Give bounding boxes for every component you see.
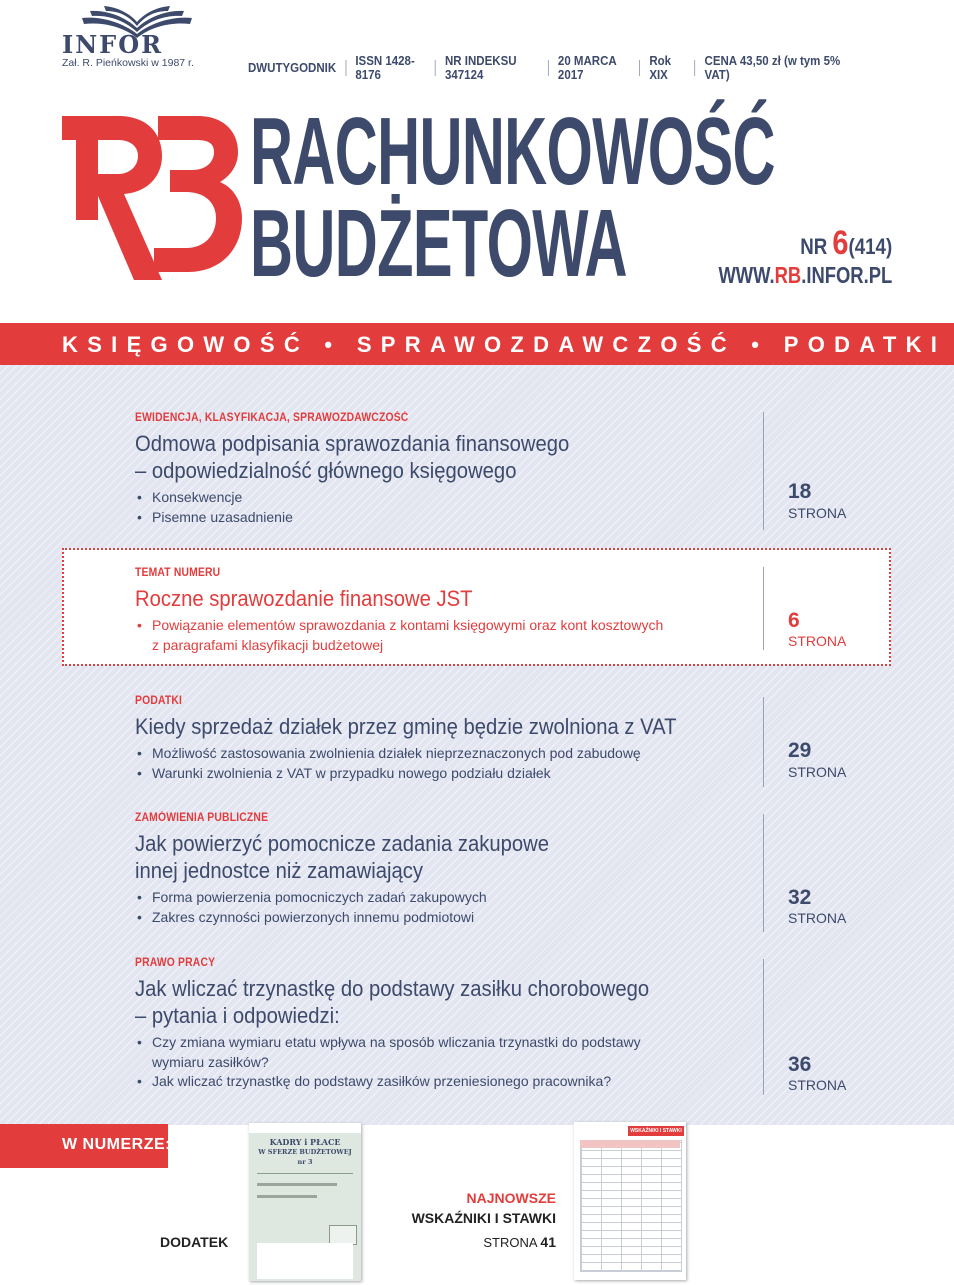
- headline-line: Roczne sprawozdanie finansowe JST: [135, 586, 473, 611]
- rates-thumb-header: WSKAŹNIKI I STAWKI: [628, 1126, 684, 1136]
- bullet-item: • Warunki zwolnienia z VAT w przypadku nowego podziału działek: [135, 764, 775, 784]
- meta-frequency: DWUTYGODNIK: [248, 61, 337, 75]
- site-pre: WWW.: [718, 262, 775, 288]
- site-post: .INFOR.PL: [801, 262, 892, 288]
- article-headline: [135, 430, 724, 484]
- thumb-footer-panel: [257, 1243, 353, 1279]
- thumb-laptop-icon: [329, 1225, 357, 1245]
- issue-prefix: NR: [800, 234, 833, 259]
- bullet-item: • Możliwość zastosowania zwolnienia działek nieprzeznaczonych pod zabudowę: [135, 744, 775, 764]
- page-number: 29: [788, 739, 812, 762]
- article-headline: [135, 830, 724, 884]
- page-reference: [763, 412, 908, 530]
- article-category: EWIDENCJA, KLASYFIKACJA, SPRAWOZDAWCZOŚĆ: [135, 412, 409, 424]
- bullet-item: • Czy zmiana wymiaru etatu wpływa na sposób wliczania trzynastki do podstawy: [135, 1033, 775, 1053]
- topic-band-text: KSIĘGOWOŚĆ • SPRAWOZDAWCZOŚĆ • PODATKI: [62, 332, 947, 357]
- infor-logo-text: INFOR: [62, 30, 164, 59]
- bullet-continuation: z paragrafami klasyfikacji budżetowej: [152, 636, 384, 653]
- latest-label: NAJNOWSZE: [466, 1190, 556, 1206]
- headline-line: Jak powierzyć pomocnicze zadania zakupowe: [135, 831, 550, 856]
- supplement-title-line1: KADRY i PŁACE: [269, 1137, 341, 1147]
- page-label: STRONA: [788, 764, 847, 780]
- bullet-item: • Zakres czynności powierzonych innemu podmiotowi: [135, 908, 775, 928]
- meta-date: 20 MARCA 2017: [557, 54, 617, 82]
- meta-issn: ISSN 1428-8176: [355, 54, 415, 82]
- headline-line: – pytania i odpowiedzi:: [135, 1003, 340, 1028]
- article-headline: [135, 975, 724, 1029]
- rates-thumb-table: [580, 1140, 682, 1272]
- page-label: STRONA: [788, 633, 847, 649]
- article-bullets: [135, 616, 775, 655]
- infor-subtitle: Zał. R. Pieńkowski w 1987 r.: [62, 57, 194, 69]
- page-reference: [763, 959, 908, 1095]
- article-section[interactable]: [135, 695, 775, 783]
- in-this-issue-label: W NUMERZE:: [62, 1136, 171, 1153]
- article-bullets: [135, 1033, 775, 1092]
- thumb-line: [257, 1195, 317, 1198]
- bullet-item: • Pisemne uzasadnienie: [135, 508, 775, 528]
- article-section[interactable]: [135, 412, 775, 527]
- bullet-continuation: wymiaru zasiłków?: [152, 1053, 269, 1070]
- site-rb: RB: [774, 262, 802, 288]
- website-url[interactable]: [718, 262, 892, 289]
- supplement-label: DODATEK: [160, 1234, 229, 1250]
- article-category: TEMAT NUMERU: [135, 567, 221, 579]
- issue-total: (414): [848, 234, 892, 259]
- headline-line: innej jednostce niż zamawiający: [135, 858, 424, 883]
- page-number: 36: [788, 1053, 812, 1076]
- headline-line: Odmowa podpisania sprawozdania finansowego: [135, 431, 570, 456]
- meta-index: NR INDEKSU 347124: [444, 54, 517, 82]
- page-reference: [763, 567, 908, 650]
- supplement-title-line2: W SFERZE BUDŻETOWEJ nr 3: [258, 1148, 352, 1166]
- article-bullets: [135, 744, 775, 783]
- article-headline: [135, 713, 724, 740]
- magazine-title-line2: BUDŻETOWA: [250, 190, 627, 297]
- rates-page-number: 41: [540, 1234, 556, 1250]
- issue-meta-line: [248, 54, 840, 82]
- headline-line: Jak wliczać trzynastkę do podstawy zasiłku chorobowego: [135, 976, 650, 1001]
- rates-table-thumbnail[interactable]: [574, 1122, 686, 1280]
- article-bullets: [135, 488, 775, 527]
- page-number: 18: [788, 480, 812, 503]
- page-label: STRONA: [788, 1077, 847, 1093]
- bullet-item: • Konsekwencje: [135, 488, 775, 508]
- issue-number-big: 6: [832, 224, 849, 262]
- article-category: PODATKI: [135, 695, 183, 707]
- meta-price: CENA 43,50 zł (w tym 5% VAT): [704, 54, 841, 82]
- featured-article-section[interactable]: [135, 567, 775, 655]
- rates-label: WSKAŹNIKI I STAWKI: [411, 1210, 556, 1226]
- page-label: STRONA: [788, 505, 847, 521]
- rb-logo-icon: [58, 112, 244, 284]
- article-section[interactable]: [135, 957, 775, 1092]
- thumb-line: [257, 1183, 337, 1186]
- page-number: 6: [788, 609, 800, 632]
- rates-page-label: STRONA: [483, 1235, 541, 1250]
- article-bullets: [135, 888, 775, 927]
- article-category: ZAMÓWIENIA PUBLICZNE: [135, 812, 269, 824]
- magazine-title-line1: RACHUNKOWOŚĆ: [250, 98, 775, 205]
- article-category: PRAWO PRACY: [135, 957, 216, 969]
- thumb-header-strip: [249, 1123, 361, 1133]
- supplement-cover-thumbnail[interactable]: [249, 1123, 361, 1281]
- article-headline: [135, 585, 724, 612]
- headline-line: Kiedy sprzedaż działek przez gminę będzie zwolniona z VAT: [135, 714, 677, 739]
- page-reference: [763, 814, 908, 932]
- page-reference: [763, 697, 908, 787]
- headline-line: – odpowiedzialność głównego księgowego: [135, 458, 517, 483]
- article-section[interactable]: [135, 812, 775, 927]
- rates-thumb-table-header: [580, 1140, 680, 1148]
- meta-year: Rok XIX: [649, 54, 672, 82]
- page-label: STRONA: [788, 910, 847, 926]
- rates-page-reference: [380, 1234, 556, 1250]
- bullet-item: • Powiązanie elementów sprawozdania z kontami księgowymi oraz kont kosztowych: [135, 616, 775, 636]
- bullet-item: • Forma powierzenia pomocniczych zadań zakupowych: [135, 888, 775, 908]
- thumb-rule: [257, 1173, 353, 1174]
- issue-number: [800, 224, 892, 263]
- page-number: 32: [788, 886, 812, 909]
- supplement-title: [255, 1137, 355, 1167]
- bullet-item: • Jak wliczać trzynastkę do podstawy zasiłków przeniesionego pracownika?: [135, 1072, 775, 1092]
